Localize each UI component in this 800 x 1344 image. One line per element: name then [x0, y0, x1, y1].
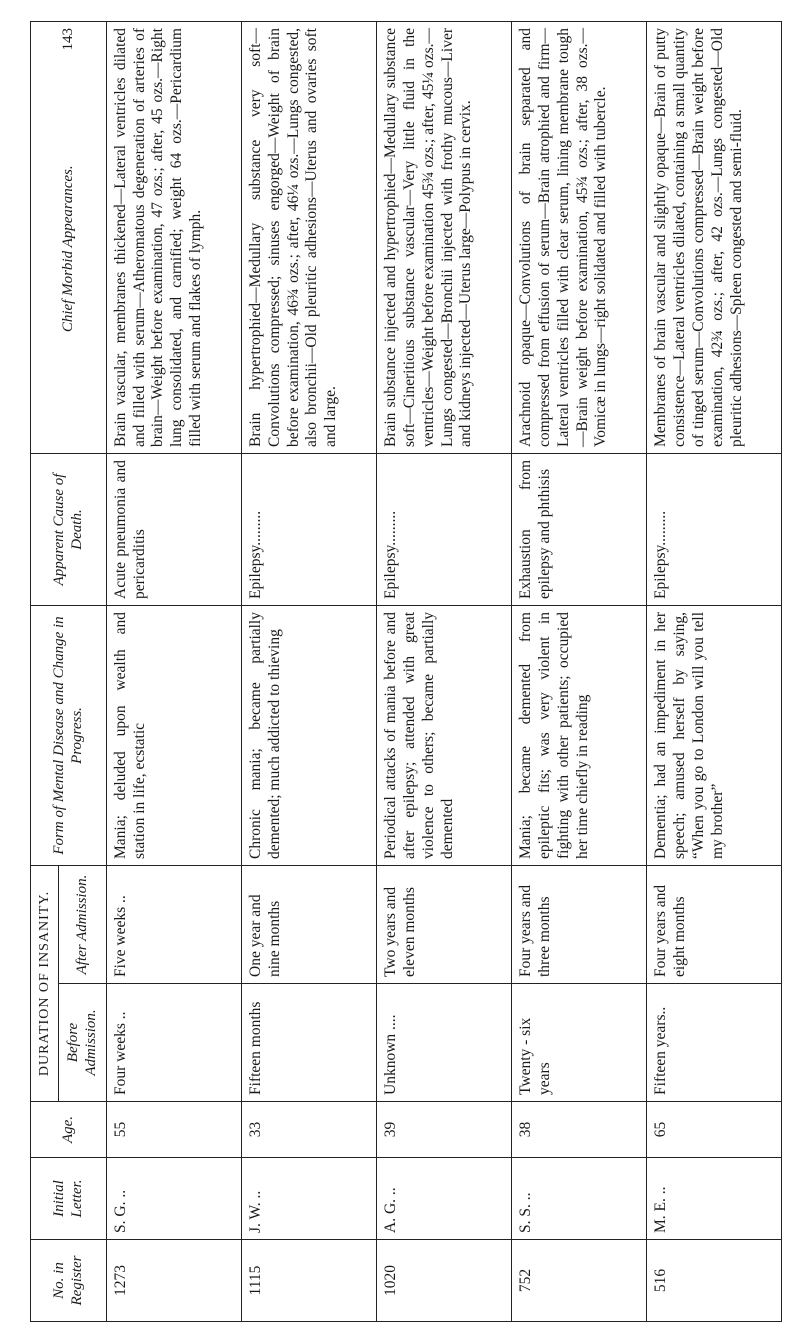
age: 39 — [376, 1102, 511, 1158]
header-initial-letter: Initial Letter. — [31, 1158, 107, 1240]
cause-of-death: Epilepsy......... — [376, 454, 511, 606]
table-row — [376, 22, 511, 1322]
header-age: Age. — [31, 1102, 107, 1158]
form-of-disease: Mania; deluded upon wealth and station in life, ecstatic — [106, 606, 241, 866]
register-number: 1115 — [241, 1240, 376, 1322]
header-before-admission: Before Admission. — [59, 984, 107, 1102]
table-row — [241, 22, 376, 1322]
form-of-disease: Periodical attacks of mania before and after epilepsy; attended with great violence to others; became partially demented — [376, 606, 511, 866]
duration-before: Fifteen months — [241, 984, 376, 1102]
cause-of-death: Epilepsy......... — [241, 454, 376, 606]
case-register-table — [30, 21, 782, 1322]
duration-before: Fifteen years.. — [646, 984, 781, 1102]
age: 38 — [511, 1102, 646, 1158]
initial-letter: S. G. .. — [106, 1158, 241, 1240]
table-row — [646, 22, 781, 1322]
morbid-appearances: Arachnoid opaque—Convolutions of brain separated and compressed from effusion of serum—Brain atrophied and firm—Lateral ventricles filled with clear serum, lining membrane tough—Brain weight before examination, 45¾ ozs.; after, 38 ozs.—Vomicæ in lungs—right solidated and filled with tubercle. — [511, 22, 646, 454]
duration-after: Four years and eight months — [646, 866, 781, 984]
header-form-of-mental-disease: Form of Mental Disease and Change in Progress. — [31, 606, 107, 866]
page-number: 143 — [60, 28, 77, 51]
duration-before: Twenty - six years — [511, 984, 646, 1102]
form-of-disease: Dementia; had an impediment in her speech; amused herself by saying, “When you go to London will you tell my brother” — [646, 606, 781, 866]
register-number: 1020 — [376, 1240, 511, 1322]
morbid-appearances: Brain substance injected and hypertrophied—Medullary substance soft—Cineritious substance vascular—Very little fluid in the ventricles—Weight before examination 45¾ ozs.; after, 45¼ ozs.—Lungs congested—Bronchii injected with frothy mucous—Liver and kidneys injected—Uterus large—Polypus in cervix. — [376, 22, 511, 454]
register-number: 1273 — [106, 1240, 241, 1322]
register-number: 516 — [646, 1240, 781, 1322]
morbid-appearances: Brain hypertrophied—Medullary substance very soft—Convolutions compressed; sinuses engorged—Weight of brain before examination, 46¾ ozs.; after, 46¼ ozs.—Lungs congested, also bronchii—Old pleuritic adhesions—Uterus and ovaries soft and large. — [241, 22, 376, 454]
age: 33 — [241, 1102, 376, 1158]
duration-before: Four weeks .. — [106, 984, 241, 1102]
cause-of-death: Acute pneumonia and pericarditis — [106, 454, 241, 606]
initial-letter: S. S. .. — [511, 1158, 646, 1240]
initial-letter: M. E. .. — [646, 1158, 781, 1240]
initial-letter: J. W. .. — [241, 1158, 376, 1240]
cause-of-death: Epilepsy......... — [646, 454, 781, 606]
duration-after: Two years and eleven months — [376, 866, 511, 984]
duration-before: Unknown .... — [376, 984, 511, 1102]
register-number: 752 — [511, 1240, 646, 1322]
cause-of-death: Exhaustion from epilepsy and phthisis — [511, 454, 646, 606]
duration-after: One year and nine months — [241, 866, 376, 984]
duration-after: Five weeks .. — [106, 866, 241, 984]
form-of-disease: Chronic mania; became partially demented; much addicted to thieving — [241, 606, 376, 866]
header-apparent-cause: Apparent Cause of Death. — [31, 454, 107, 606]
header-chief-morbid-label: Chief Morbid Appearances. — [60, 165, 77, 333]
header-chief-morbid — [31, 22, 107, 454]
header-no-in-register: No. in Register — [31, 1240, 107, 1322]
form-of-disease: Mania; became demented from epileptic fits; was very violent in fighting with other patients; occupied her time chiefly in reading — [511, 606, 646, 866]
age: 55 — [106, 1102, 241, 1158]
header-after-admission: After Admission. — [59, 866, 107, 984]
table-row — [106, 22, 241, 1322]
header-duration-of-insanity: DURATION OF INSANITY. — [31, 866, 59, 1102]
header-row-1 — [31, 22, 59, 1322]
age: 65 — [646, 1102, 781, 1158]
duration-after: Four years and three months — [511, 866, 646, 984]
morbid-appearances: Brain vascular, membranes thickened—Lateral ventricles dilated and filled with serum—Atheromatous degeneration of arteries of brain—Weight before examination, 47 ozs.; after, 45 ozs.—Right lung consolidated, and carnified; weight 64 ozs.—Pericardium filled with serum and flakes of lymph. — [106, 22, 241, 454]
table-row — [511, 22, 646, 1322]
initial-letter: A. G. .. — [376, 1158, 511, 1240]
morbid-appearances: Membranes of brain vascular and slightly opaque—Brain of putty consistence—Lateral ventricles dilated, containing a small quantity of tinged serum—Convolutions compressed—Brain weight before examination, 42¾ ozs.; after, 42 ozs.—Lungs congested—Old pleuritic adhesions—Spleen congested and semi-fluid. — [646, 22, 781, 454]
